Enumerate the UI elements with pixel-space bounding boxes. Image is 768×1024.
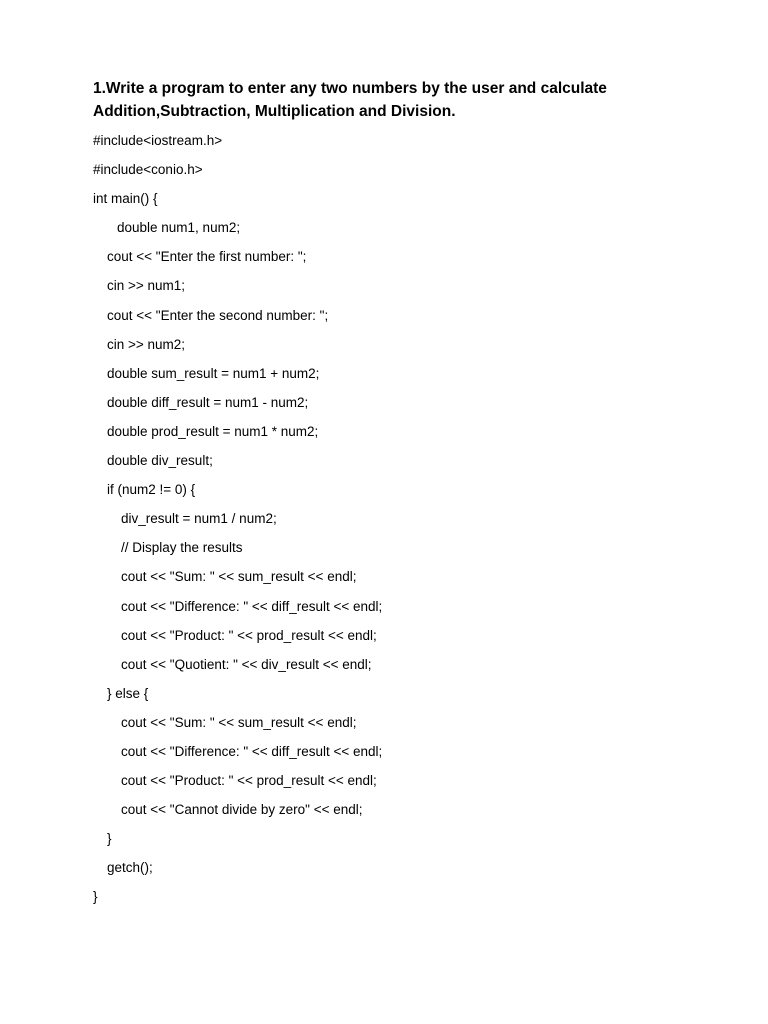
code-line: if (num2 != 0) {	[107, 482, 196, 498]
question-title-line-1: 1.Write a program to enter any two numbers by the user and calculate	[93, 80, 607, 97]
code-line: cout << "Cannot divide by zero" << endl;	[121, 802, 363, 818]
code-line: double div_result;	[107, 453, 213, 469]
code-line: cin >> num2;	[107, 336, 186, 352]
code-line: }	[93, 889, 98, 905]
code-line: getch();	[107, 860, 153, 876]
code-line: }	[107, 831, 112, 847]
code-line: cout << "Enter the first number: ";	[107, 249, 307, 265]
code-line: double sum_result = num1 + num2;	[107, 365, 320, 381]
code-line: cin >> num1;	[107, 278, 186, 294]
code-line: double num1, num2;	[117, 220, 241, 236]
code-line: } else {	[107, 685, 149, 701]
code-listing	[93, 131, 382, 917]
code-line: cout << "Product: " << prod_result << endl;	[121, 627, 377, 643]
code-line: double diff_result = num1 - num2;	[107, 394, 309, 410]
code-line: cout << "Quotient: " << div_result << endl;	[121, 656, 372, 672]
code-line: cout << "Sum: " << sum_result << endl;	[121, 714, 357, 730]
code-line: #include<iostream.h>	[93, 133, 223, 148]
code-line: cout << "Enter the second number: ";	[107, 307, 329, 323]
code-line: // Display the results	[121, 540, 243, 556]
code-line: cout << "Product: " << prod_result << endl;	[121, 773, 377, 789]
code-line: int main() {	[93, 191, 158, 207]
code-line: cout << "Difference: " << diff_result << endl;	[121, 743, 383, 759]
code-line: #include<conio.h>	[93, 162, 203, 178]
code-line: div_result = num1 / num2;	[121, 511, 277, 527]
code-line: cout << "Difference: " << diff_result << endl;	[121, 598, 383, 614]
question-title-line-2: Addition,Subtraction, Multiplication and Division.	[93, 103, 456, 120]
question-heading	[93, 77, 713, 123]
code-line: double prod_result = num1 * num2;	[107, 423, 319, 439]
code-line: cout << "Sum: " << sum_result << endl;	[121, 569, 357, 585]
